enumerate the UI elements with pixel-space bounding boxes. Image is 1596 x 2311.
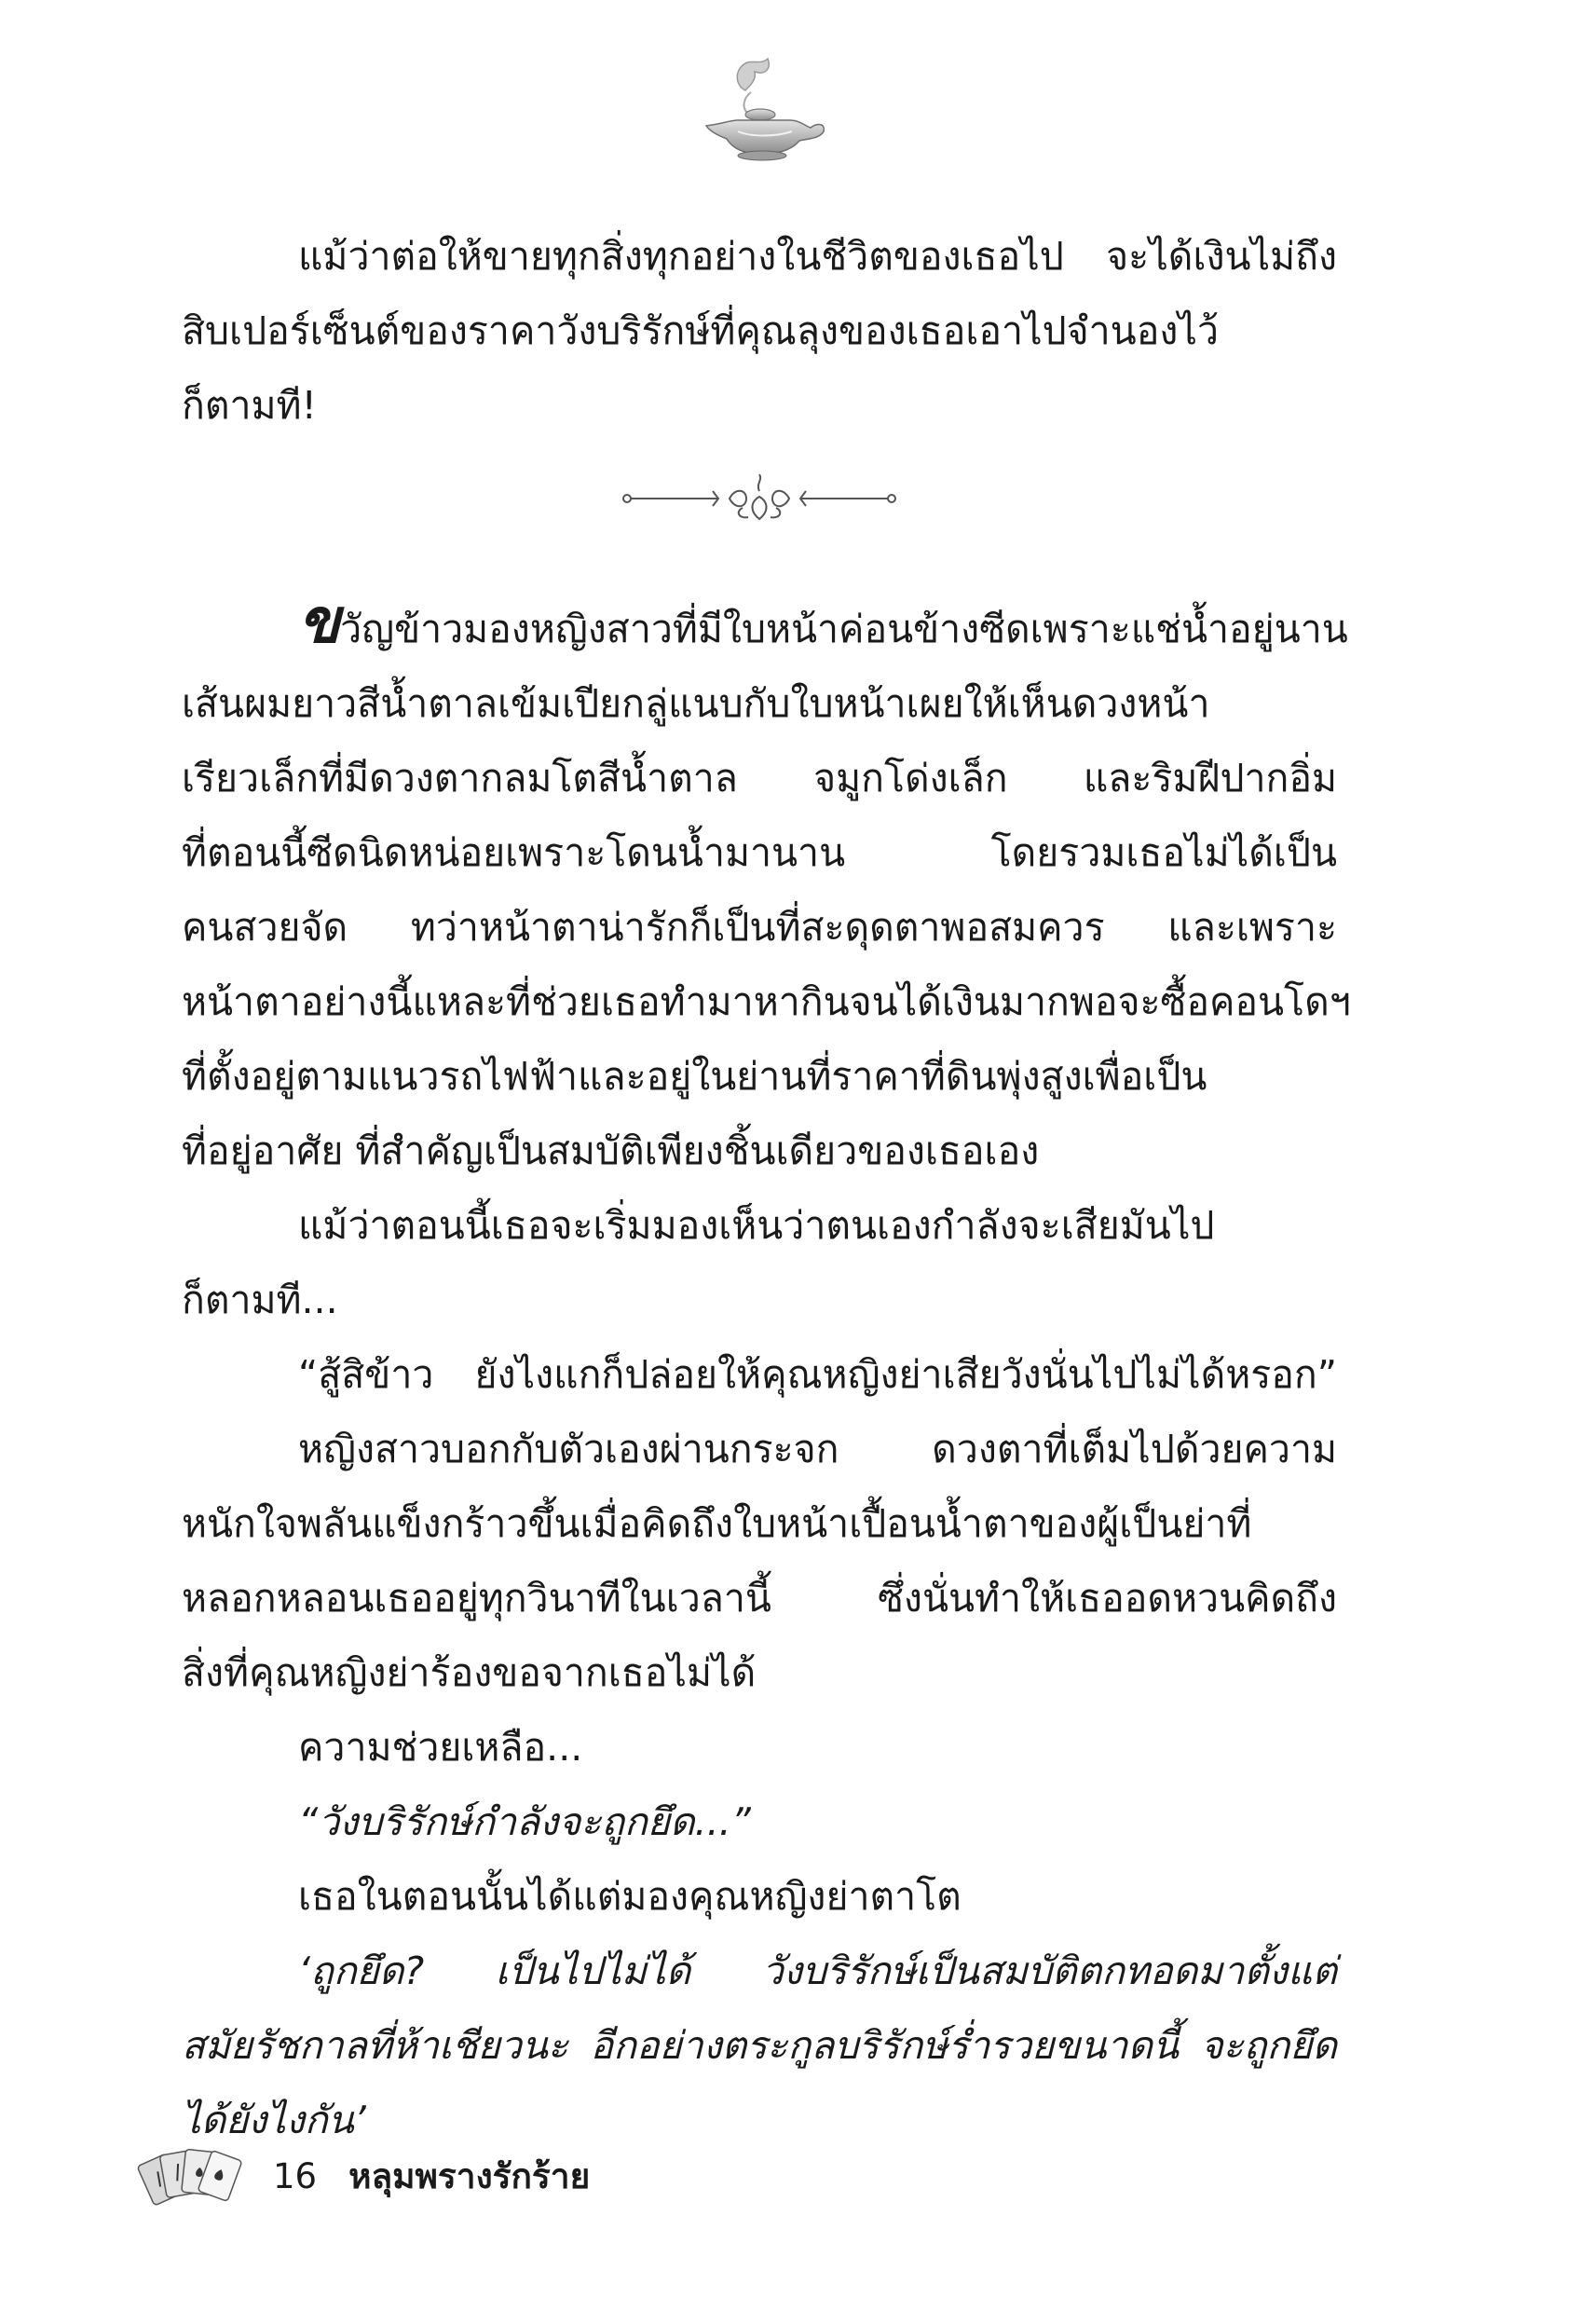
text-line: ‘ถูกยึด? เป็นไปไม่ได้ วังบริรักษ์เป็นสมบัติตกทอดมาตั้งแต่: [298, 1949, 1337, 1993]
book-title: หลุมพรางรักร้าย: [348, 2155, 591, 2196]
text-line: เส้นผมยาวสีน้ำตาลเข้มเปียกลู่แนบกับใบหน้าเผยให้เห็นดวงหน้า: [182, 681, 1210, 726]
text-line: สิบเปอร์เซ็นต์ของราคาวังบริรักษ์ที่คุณลุงของเธอเอาไปจำนองไว้: [182, 308, 1219, 353]
text-line: แม้ว่าต่อให้ขายทุกสิ่งทุกอย่างในชีวิตของเธอไป จะได้เงินไม่ถึง: [298, 234, 1337, 279]
text-line: ได้ยังไงกัน’: [182, 2098, 366, 2142]
text-line: หลอกหลอนเธออยู่ทุกวินาทีในเวลานี้ ซึ่งนั่นทำให้เธออดหวนคิดถึง: [182, 1576, 1337, 1620]
text-line: คนสวยจัด ทว่าหน้าตาน่ารักก็เป็นที่สะดุดตาพอสมควร และเพราะ: [182, 905, 1337, 950]
genie-lamp-icon: [689, 51, 829, 163]
text-line: ก็ตามที...: [182, 1278, 338, 1322]
text-line: “วังบริรักษ์กำลังจะถูกยึด...”: [298, 1799, 751, 1844]
text-line: สิ่งที่คุณหญิงย่าร้องขอจากเธอไม่ได้: [182, 1650, 757, 1695]
text-line: เรียวเล็กที่มีดวงตากลมโตสีน้ำตาล จมูกโด่งเล็ก และริมฝีปากอิ่ม: [182, 756, 1337, 800]
text-line: [182, 584, 1348, 666]
text-line: หน้าตาอย่างนี้แหละที่ช่วยเธอทำมาหากินจนได้เงินมากพอจะซื้อคอนโดฯ: [182, 979, 1351, 1024]
text-line: เธอในตอนนั้นได้แต่มองคุณหญิงย่าตาโต: [298, 1874, 962, 1919]
text-line: สมัยรัชกาลที่ห้าเชียวนะ อีกอย่างตระกูลบริรักษ์ร่ำรวยขนาดนี้ จะถูกยึด: [182, 2023, 1337, 2068]
text-line: ก็ตามที!: [182, 383, 317, 428]
drop-cap: ข: [298, 584, 341, 657]
text-line: หญิงสาวบอกกับตัวเองผ่านกระจก ดวงตาที่เต็มไปด้วยความ: [298, 1427, 1337, 1471]
text-line: “สู้สิข้าว ยังไงแกก็ปล่อยให้คุณหญิงย่าเสียวังนั่นไปไม่ได้หรอก”: [298, 1352, 1337, 1397]
page-number: 16: [273, 2155, 318, 2196]
paragraph-section-2: [182, 584, 1351, 2157]
page-footer: [135, 2139, 590, 2213]
text-line: ที่ตั้งอยู่ตามแนวรถไฟฟ้าและอยู่ในย่านที่ราคาที่ดินพุ่งสูงเพื่อเป็น: [182, 1054, 1207, 1099]
text-line: ความช่วยเหลือ...: [298, 1725, 583, 1770]
paragraph-section-1: [182, 219, 1337, 443]
text-line: หนักใจพลันแข็งกร้าวขึ้นเมื่อคิดถึงใบหน้าเปื้อนน้ำตาของผู้เป็นย่าที่: [182, 1501, 1252, 1546]
first-line-text: วัญข้าวมองหญิงสาวที่มีใบหน้าค่อนข้างซีดเพราะแช่น้ำอยู่นาน: [340, 607, 1348, 651]
text-line: ที่ตอนนี้ซีดนิดหน่อยเพราะโดนน้ำมานาน โดยรวมเธอไม่ได้เป็น: [182, 830, 1337, 875]
playing-cards-icon: [135, 2143, 247, 2208]
text-line: ที่อยู่อาศัย ที่สำคัญเป็นสมบัติเพียงชิ้นเดียวของเธอเอง: [182, 1128, 1040, 1173]
floral-divider-icon: [620, 471, 899, 526]
text-line: แม้ว่าตอนนี้เธอจะเริ่มมองเห็นว่าตนเองกำลังจะเสียมันไป: [298, 1203, 1215, 1248]
